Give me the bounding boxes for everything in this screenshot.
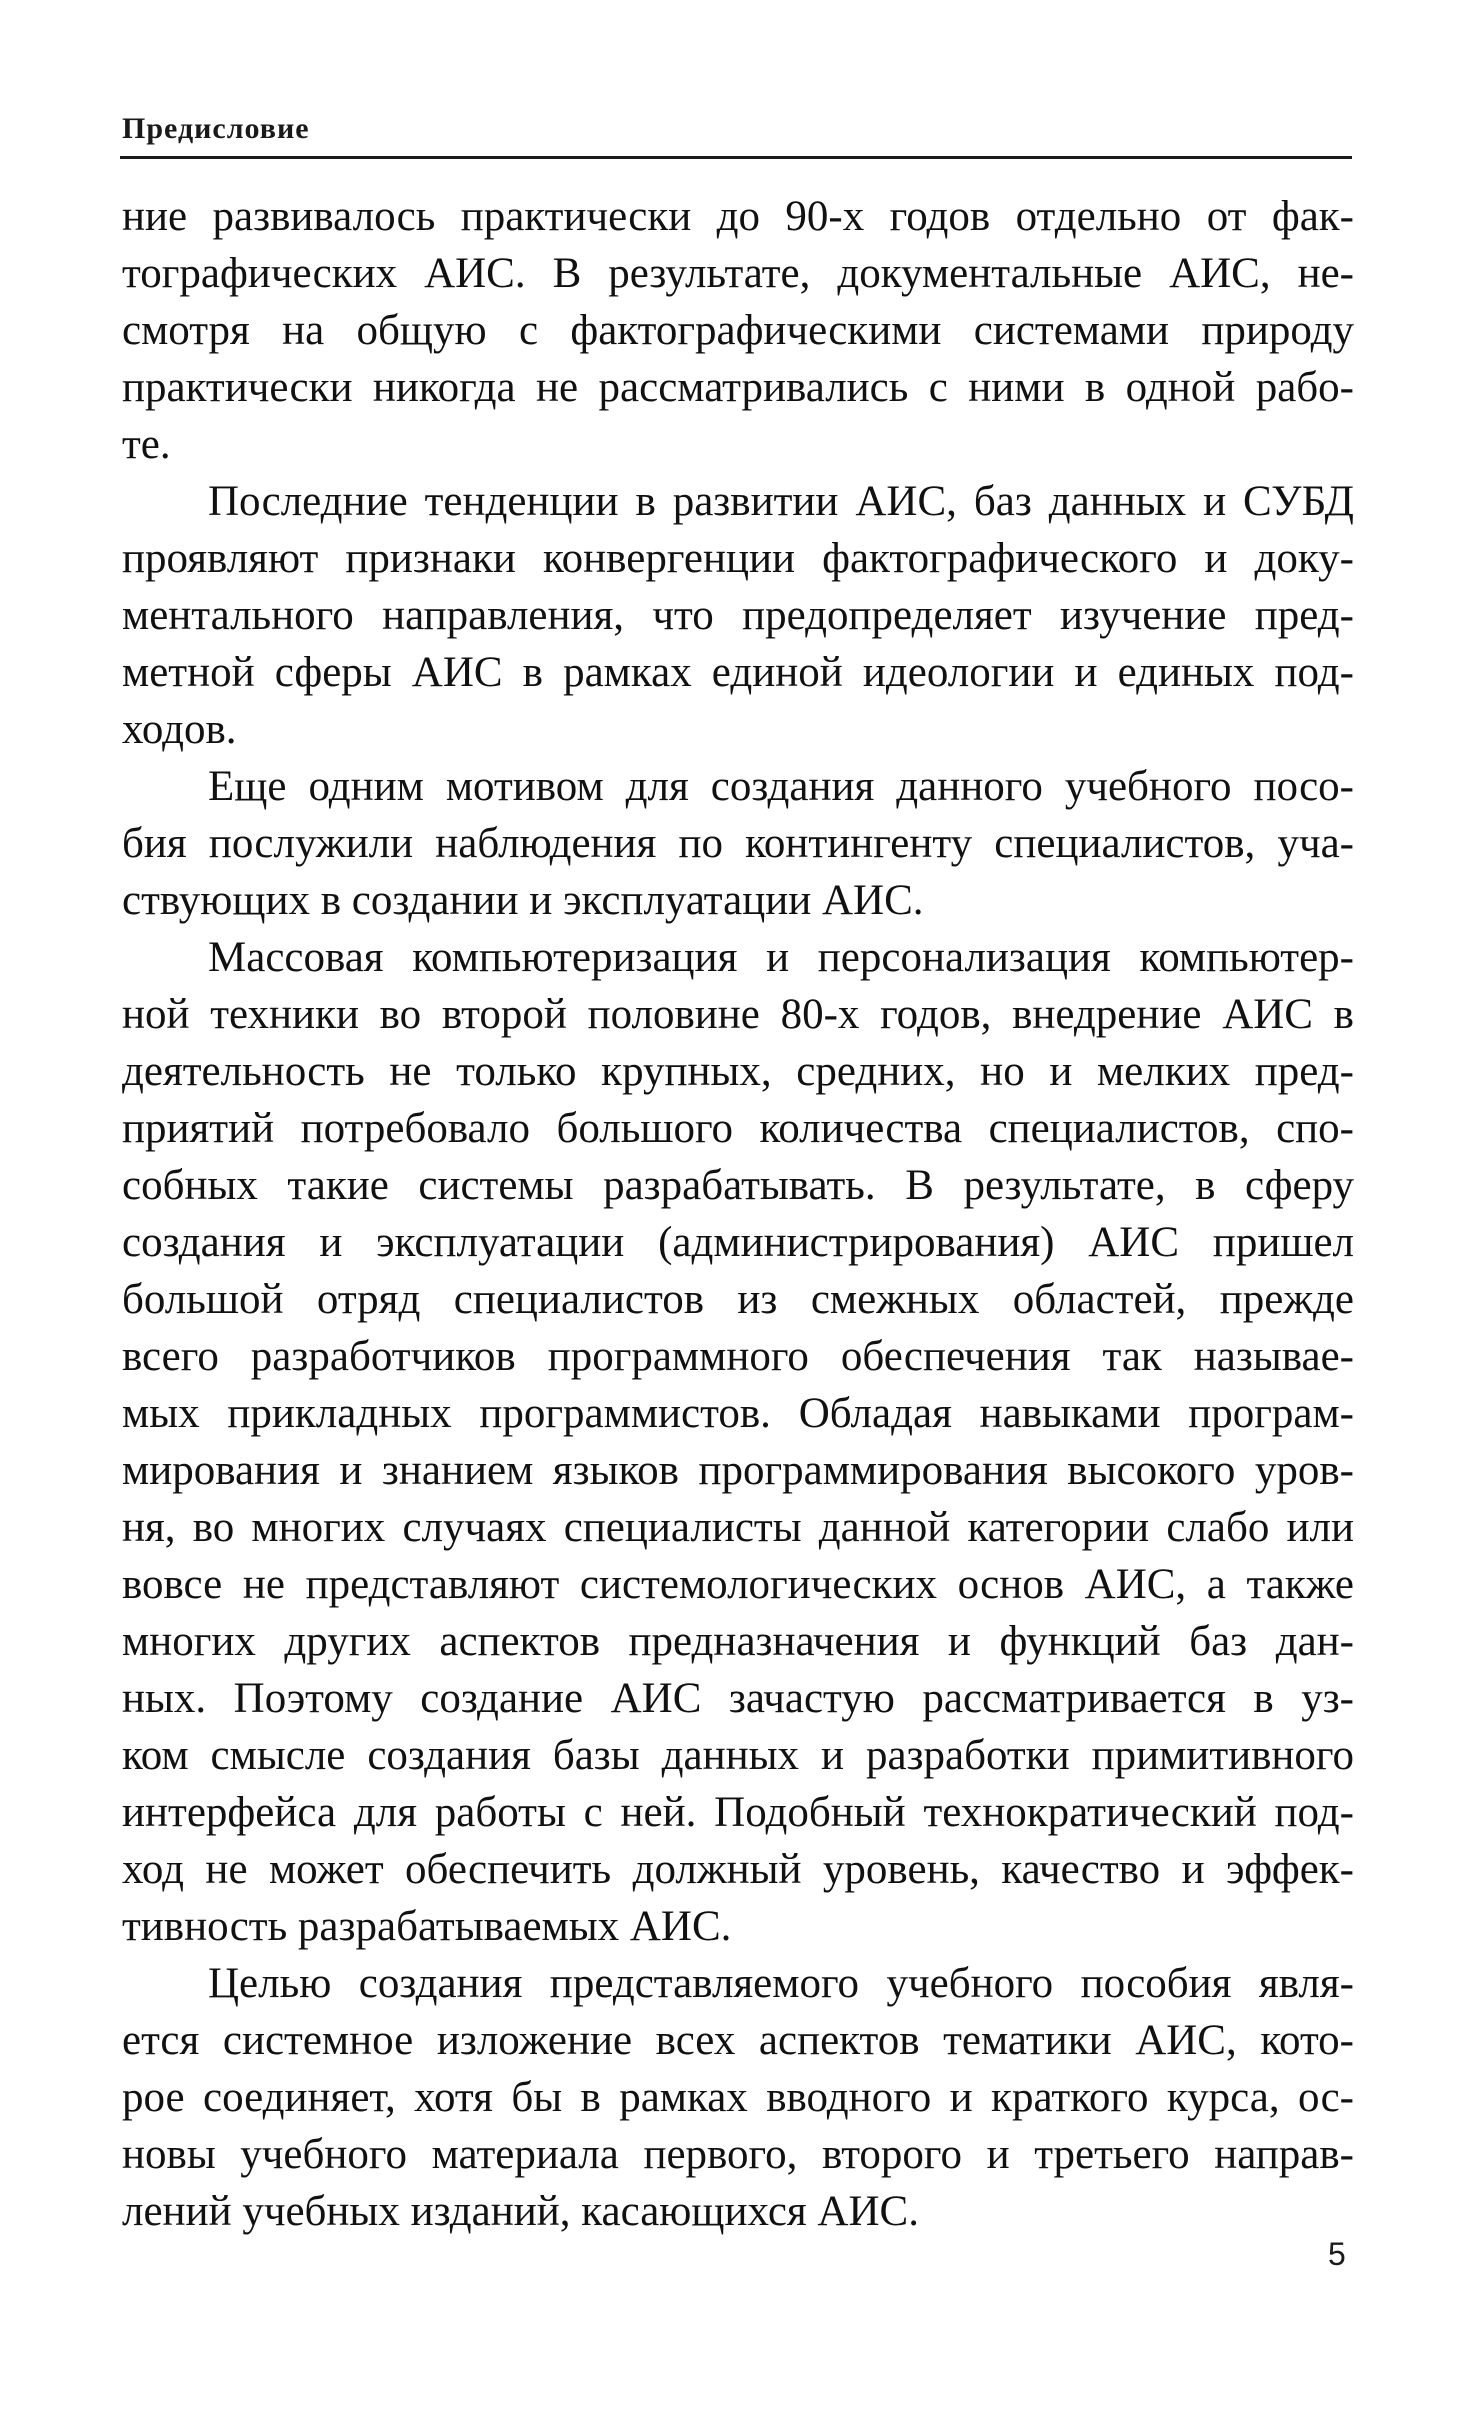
paragraph-5 <box>122 1955 1354 2240</box>
text-line: ной техники во второй половине 80-х годов, внедрение АИС в <box>122 991 1354 1038</box>
text-line: ком смысле создания базы данных и разработки примитивного <box>122 1732 1354 1779</box>
text-line: тографических АИС. В результате, документальные АИС, не- <box>122 250 1354 297</box>
text-line: большой отряд специалистов из смежных областей, прежде <box>122 1276 1354 1323</box>
text-line: интерфейса для работы с ней. Подобный технократический под- <box>122 1789 1354 1836</box>
text-line: тивность разрабатываемых АИС. <box>122 1903 732 1950</box>
text-line: мирования и знанием языков программирования высокого уров- <box>122 1447 1354 1494</box>
text-line: ня, во многих случаях специалисты данной категории слабо или <box>122 1504 1354 1551</box>
page-number: 5 <box>1328 2236 1346 2272</box>
text-line: ход не может обеспечить должный уровень, качество и эффек- <box>122 1846 1354 1893</box>
text-line: ствующих в создании и эксплуатации АИС. <box>122 877 924 924</box>
text-line: собных такие системы разрабатывать. В результате, в сферу <box>122 1162 1354 1209</box>
header-divider <box>120 156 1352 159</box>
text-line: проявляют признаки конвергенции фактографического и доку- <box>122 535 1354 582</box>
text-line: всего разработчиков программного обеспечения так называе- <box>122 1333 1354 1380</box>
text-line: новы учебного материала первого, второго и третьего направ- <box>122 2131 1354 2178</box>
text-line: Последние тенденции в развитии АИС, баз данных и СУБД <box>208 478 1354 525</box>
text-line: Целью создания представляемого учебного пособия явля- <box>208 1960 1354 2007</box>
text-line: смотря на общую с фактографическими системами природу <box>122 307 1354 354</box>
text-line: Массовая компьютеризация и персонализация компьютер- <box>208 934 1354 981</box>
text-line: лений учебных изданий, касающихся АИС. <box>122 2188 919 2235</box>
text-line: Еще одним мотивом для создания данного учебного посо- <box>208 763 1354 810</box>
text-line: деятельность не только крупных, средних, но и мелких пред- <box>122 1048 1354 1095</box>
running-header-title: Предисловие <box>122 112 310 145</box>
text-line: многих других аспектов предназначения и функций баз дан- <box>122 1618 1354 1665</box>
paragraph-4 <box>122 929 1354 1955</box>
text-line: ние развивалось практически до 90-х годов отдельно от фак- <box>122 193 1354 240</box>
text-line: те. <box>122 421 171 468</box>
paragraph-3 <box>122 758 1354 929</box>
text-line: рое соединяет, хотя бы в рамках вводного и краткого курса, ос- <box>122 2074 1354 2121</box>
text-line: практически никогда не рассматривались с ними в одной рабо- <box>122 364 1354 411</box>
text-line: ется системное изложение всех аспектов тематики АИС, кото- <box>122 2017 1354 2064</box>
text-line: метной сферы АИС в рамках единой идеологии и единых под- <box>122 649 1354 696</box>
text-line: ходов. <box>122 706 237 753</box>
page-body <box>122 188 1354 2240</box>
text-line: приятий потребовало большого количества специалистов, спо- <box>122 1105 1354 1152</box>
text-line: ментального направления, что предопределяет изучение пред- <box>122 592 1354 639</box>
text-line: вовсе не представляют системологических основ АИС, а также <box>122 1561 1354 1608</box>
text-line: ных. Поэтому создание АИС зачастую рассматривается в уз- <box>122 1675 1354 1722</box>
text-line: мых прикладных программистов. Обладая навыками програм- <box>122 1390 1354 1437</box>
text-line: создания и эксплуатации (администрирования) АИС пришел <box>122 1219 1354 1266</box>
paragraph-2 <box>122 473 1354 758</box>
paragraph-1 <box>122 188 1354 473</box>
text-line: бия послужили наблюдения по контингенту специалистов, уча- <box>122 820 1354 867</box>
